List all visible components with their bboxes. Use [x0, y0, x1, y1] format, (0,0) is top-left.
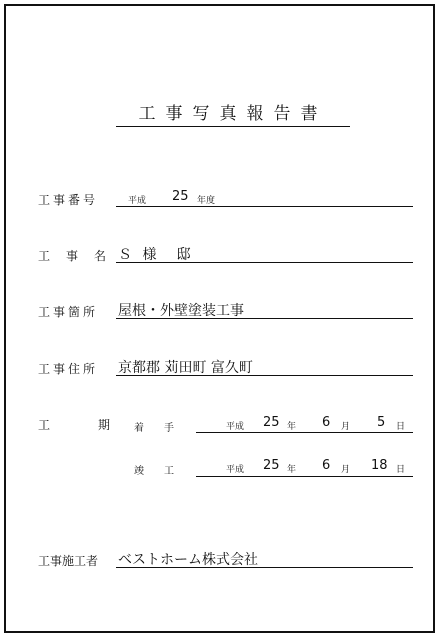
construction-number-suffix: 年度	[197, 196, 216, 206]
period-start-underline	[196, 432, 413, 433]
period-start-day-unit: 日	[396, 422, 406, 432]
construction-location-underline	[116, 318, 413, 319]
period-end-underline	[196, 476, 413, 477]
construction-name-label: 工 事 名	[38, 249, 109, 263]
construction-period-label: 工 期	[38, 418, 114, 432]
period-end-label: 竣 工	[134, 466, 174, 477]
period-end-year-unit: 年	[287, 465, 297, 475]
period-start-year: 25	[263, 415, 280, 430]
period-start-month-unit: 月	[341, 422, 351, 432]
construction-address-value: 京都郡 苅田町 富久町	[118, 360, 253, 376]
period-end-era: 平成	[226, 465, 245, 475]
construction-number-underline	[116, 206, 413, 207]
period-end-day-unit: 日	[396, 465, 406, 475]
period-end-day: 18	[371, 458, 388, 473]
contractor-value: ベストホーム株式会社	[118, 552, 258, 568]
period-end-year: 25	[263, 458, 280, 473]
period-start-label: 着 手	[134, 423, 174, 434]
document-title: 工事写真報告書	[116, 99, 350, 127]
construction-address-underline	[116, 375, 413, 376]
period-start-month: 6	[322, 415, 331, 430]
construction-number-year: 25	[172, 189, 189, 204]
construction-name-underline	[116, 262, 413, 263]
construction-name-value: Ｓ 様 邸	[118, 247, 194, 263]
contractor-underline	[116, 567, 413, 568]
construction-number-label: 工事番号	[38, 193, 99, 207]
period-start-day: 5	[377, 415, 386, 430]
contractor-label: 工事施工者	[38, 554, 99, 568]
construction-address-label: 工事住所	[38, 362, 99, 376]
construction-location-label: 工事箇所	[38, 305, 99, 319]
construction-number-era: 平成	[128, 196, 147, 206]
period-start-year-unit: 年	[287, 422, 297, 432]
period-end-month: 6	[322, 458, 331, 473]
period-start-era: 平成	[226, 422, 245, 432]
period-end-month-unit: 月	[341, 465, 351, 475]
construction-location-value: 屋根・外壁塗装工事	[118, 303, 244, 319]
